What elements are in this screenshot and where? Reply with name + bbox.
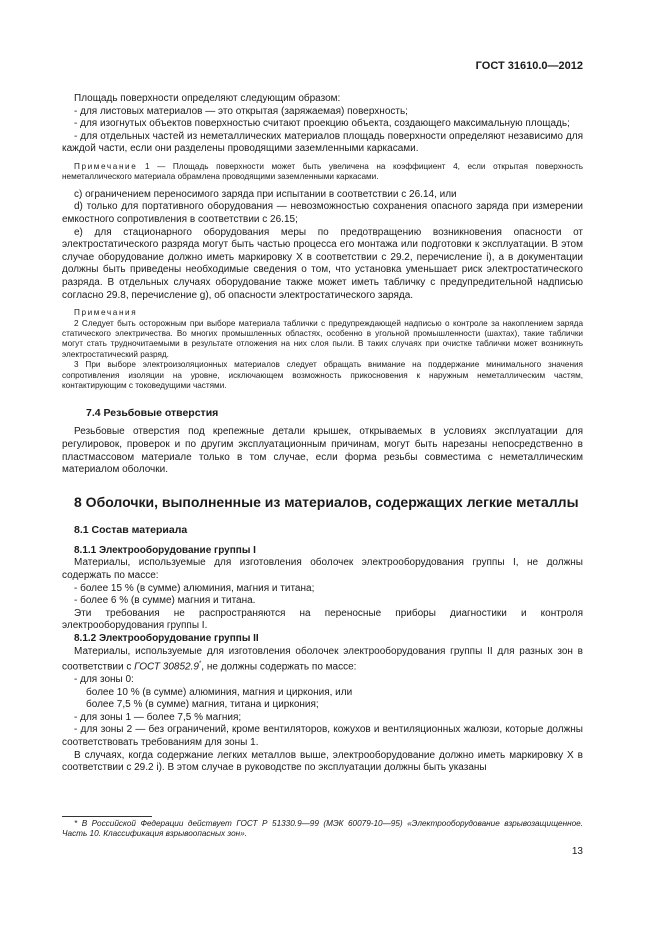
list-item: - для зоны 2 — без ограничений, кроме вентиляторов, кожухов и вентиляционных жалюзи, которые должны соответствовать требованиям для зоны 1. (62, 724, 583, 748)
body-paragraph: В случаях, когда содержание легких металлов выше, электрооборудование должно иметь маркировку X в соответствии с 29.2 i). В этом случае в руководстве по эксплуатации должны быть указаны (62, 749, 583, 774)
footnote: * В Российской Федерации действует ГОСТ Р 51330.9—99 (МЭК 60079-10—95) «Электрооборудование взрывозащищенное. Часть 10. Классификация взрывоопасных зон». (62, 819, 583, 839)
note-text: 1 — Площадь поверхности может быть увеличена на коэффициент 4, если открытая поверхность неметаллического материала обрамлена проводящими заземленными каркасами. (62, 161, 583, 182)
document-header: ГОСТ 31610.0—2012 (475, 60, 583, 72)
page-number: 13 (571, 846, 583, 857)
note-2: 2 Следует быть осторожным при выборе материала таблички с предупреждающей надписью о контроле за накоплением заряда статического электричества. Во многих промышленных областях, особенно в угольной промышленности (шахтах), такие таблички могут стать трудночитаемыми в результате отложения на них слоя пыли. В таких случаях при очистке таблички может возникнуть электростатический разряд. (62, 318, 583, 359)
section-heading-8-1: 8.1 Состав материала (74, 523, 188, 536)
body-paragraph: Эти требования не распространяются на переносные приборы диагностики и контроля электрооборудования группы I. (62, 607, 583, 632)
standard-reference: ГОСТ 30852.9 (134, 661, 199, 673)
list-item: - для зоны 1 — более 7,5 % магния; (74, 711, 242, 723)
list-subitem: более 7,5 % (в сумме) магния, титана и циркония; (86, 699, 319, 711)
footnote-marker: * (198, 661, 202, 668)
body-paragraph: Материалы, используемые для изготовления оболочек электрооборудования группы I, не должны содержать по массе: (62, 557, 583, 581)
page-body (62, 93, 583, 775)
list-item: - для отдельных частей из неметаллических материалов площадь поверхности определяют независимо для каждой части, если они разделены проводящими заземленными каркасами. (62, 130, 583, 155)
list-item: - более 15 % (в сумме) алюминия, магния и титана; (74, 582, 315, 594)
section-heading-8: 8 Оболочки, выполненные из материалов, содержащих легкие металлы (74, 493, 579, 510)
list-item-c: c) ограничением переносимого заряда при испытании в соответствии с 26.14, или (74, 188, 457, 200)
section-heading-8-1-1: 8.1.1 Электрооборудование группы I (74, 544, 256, 556)
list-item-e: e) для стационарного оборудования меры по предотвращению возникновения опасности от электростатического разряда могут быть частью процесса его монтажа или подготовки к эксплуатации. В этом случае оборудование должно иметь маркировку X в соответствии с 29.2, перечисление i), а в документации должны быть приведены необходимые сведения о том, что установка уменьшает риск электростатического разряда. В отдельных случаях оборудование также может иметь табличку с предупредительной надписью согласно 29.8, перечисление g), об опасности электростатического заряда. (62, 226, 583, 301)
list-item: - для изогнутых объектов поверхностью считают проекцию объекта, создающего максимальную площадь; (74, 118, 570, 130)
list-item: - для зоны 0: (74, 674, 134, 686)
note-3: 3 При выборе электроизоляционных материалов следует обращать внимание на поддержание минимального значения сопротивления изоляции на уровне, исключающем возможность прикосновения к наружным неметаллическим частям, контактирующим с токоведущими частями. (62, 360, 583, 390)
list-subitem: более 10 % (в сумме) алюминия, магния и циркония, или (86, 686, 353, 698)
body-paragraph: Материалы, используемые для изготовления оболочек электрооборудования группы II для разных зон в соответствии с ГОСТ 30852.9*, не должны содержать по массе: (62, 645, 583, 673)
section-heading-7-4: 7.4 Резьбовые отверстия (86, 407, 219, 420)
list-item: - более 6 % (в сумме) магния и титана. (74, 595, 256, 607)
note-label: Примечание (74, 161, 138, 171)
notes-label: Примечания (74, 308, 138, 318)
body-paragraph: Резьбовые отверстия под крепежные детали крышек, открываемых в условиях эксплуатации для регулировок, проверок и по другим эксплуатационным причинам, могут быть нарезаны непосредственно в пластмассовом материале только в том случае, если форма резьбы совместима с неметаллическим материалом оболочки. (62, 426, 583, 476)
body-paragraph: Площадь поверхности определяют следующим образом: (74, 93, 341, 104)
list-item-d: d) только для портативного оборудования — невозможностью сохранения опасного заряда при измерении емкостного сопротивления в соответствии с 26.15; (62, 201, 583, 225)
note-1 (62, 162, 583, 183)
section-heading-8-1-2: 8.1.2 Электрооборудование группы II (74, 632, 259, 644)
list-item: - для листовых материалов — это открытая (заряжаемая) поверхность; (74, 105, 408, 117)
footnote-divider (62, 816, 152, 817)
